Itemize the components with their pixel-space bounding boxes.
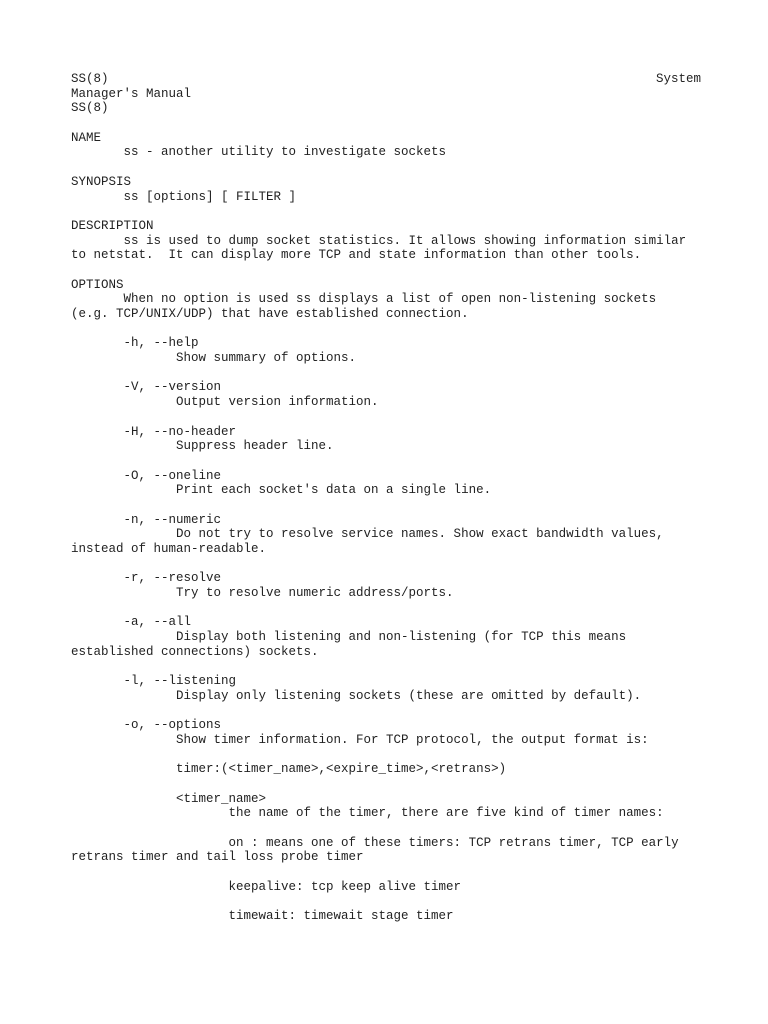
text-line: [71, 366, 701, 381]
text-line: NAME: [71, 130, 102, 145]
text-line: [71, 454, 701, 469]
text-line: SYNOPSIS: [71, 174, 132, 189]
text-line: <timer_name>: [71, 791, 267, 806]
text-line: -V, --version: [71, 380, 222, 395]
text-line: Print each socket's data on a single line.: [71, 483, 492, 498]
text-line: timewait: timewait stage timer: [71, 909, 454, 924]
text-line: [71, 160, 701, 175]
text-line: Show timer information. For TCP protocol, the output format is:: [71, 732, 649, 747]
text-line: ss is used to dump socket statistics. It allows showing information similar: [71, 233, 687, 248]
text-line: [71, 498, 701, 513]
header-left: SS(8): [71, 72, 109, 86]
man-page: [71, 72, 701, 924]
text-line: keepalive: tcp keep alive timer: [71, 879, 462, 894]
text-line: the name of the timer, there are five kind of timer names:: [71, 806, 664, 821]
text-line: [71, 557, 701, 572]
text-line: [71, 204, 701, 219]
text-line: -O, --oneline: [71, 468, 222, 483]
text-line: OPTIONS: [71, 277, 124, 292]
text-line: [71, 601, 701, 616]
header-line-2: Manager's Manual: [71, 86, 192, 101]
text-line: ss - another utility to investigate sockets: [71, 145, 447, 160]
text-line: Try to resolve numeric address/ports.: [71, 586, 454, 601]
text-line: Display only listening sockets (these are omitted by default).: [71, 688, 642, 703]
text-line: timer:(<timer_name>,<expire_time>,<retrans>): [71, 762, 507, 777]
page-header: [71, 72, 701, 87]
text-line: established connections) sockets.: [71, 644, 319, 659]
text-line: to netstat. It can display more TCP and state information than other tools.: [71, 248, 642, 263]
text-line: DESCRIPTION: [71, 218, 154, 233]
text-line: (e.g. TCP/UNIX/UDP) that have established connection.: [71, 307, 469, 321]
text-line: ss [options] [ FILTER ]: [71, 189, 297, 204]
text-line: [71, 322, 701, 337]
text-line: -a, --all: [71, 615, 192, 630]
text-line: [71, 116, 701, 131]
text-line: Display both listening and non-listening (for TCP this means: [71, 630, 627, 645]
text-line: Show summary of options.: [71, 351, 357, 366]
man-page-body: [71, 116, 701, 924]
text-line: -n, --numeric: [71, 512, 222, 527]
text-line: Suppress header line.: [71, 439, 334, 454]
text-line: [71, 410, 701, 425]
text-line: [71, 748, 701, 763]
text-line: -o, --options: [71, 718, 222, 733]
text-line: -l, --listening: [71, 674, 237, 689]
text-line: Output version information.: [71, 395, 379, 410]
text-line: Do not try to resolve service names. Show exact bandwidth values,: [71, 527, 664, 542]
text-line: When no option is used ss displays a list of open non-listening sockets: [71, 292, 657, 307]
text-line: -H, --no-header: [71, 424, 237, 439]
text-line: [71, 865, 701, 880]
text-line: [71, 895, 701, 910]
text-line: -r, --resolve: [71, 571, 222, 586]
text-line: on : means one of these timers: TCP retrans timer, TCP early: [71, 835, 679, 850]
header-line-3: SS(8): [71, 101, 109, 116]
header-right: System: [655, 72, 701, 86]
text-line: [71, 777, 701, 792]
text-line: -h, --help: [71, 336, 199, 351]
text-line: [71, 821, 701, 836]
text-line: [71, 660, 701, 675]
text-line: instead of human-readable.: [71, 542, 267, 556]
text-line: [71, 263, 701, 278]
text-line: retrans timer and tail loss probe timer: [71, 850, 364, 865]
text-line: [71, 704, 701, 719]
